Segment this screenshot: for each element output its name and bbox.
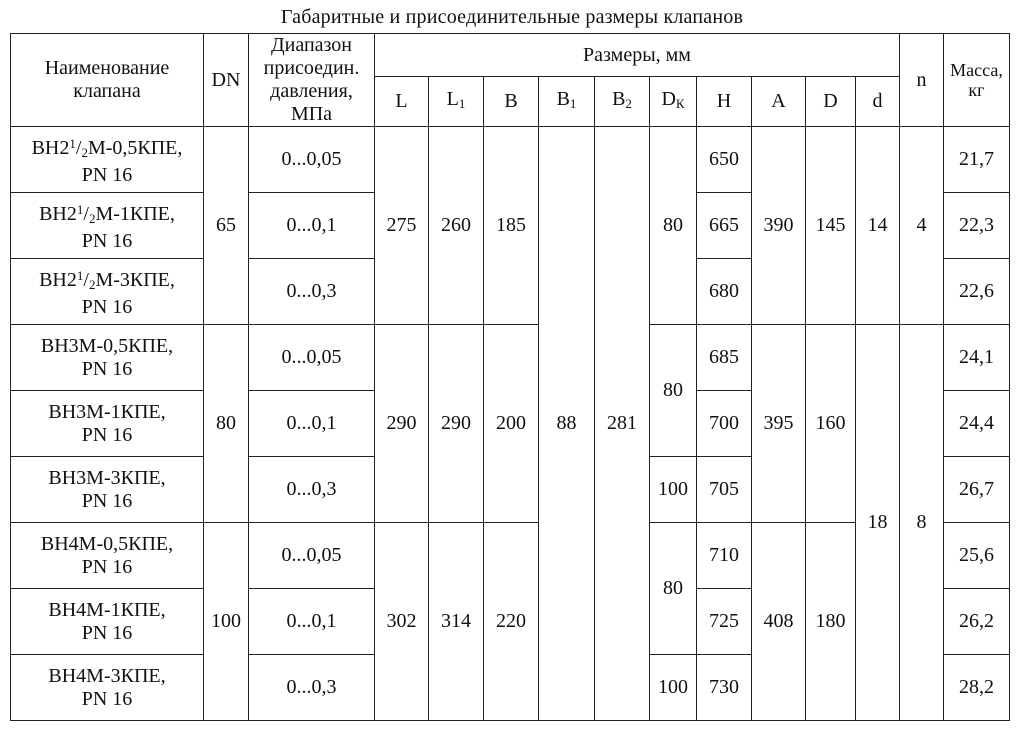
valve-name: ВН4М-1КПЕ, PN 16 [11, 589, 204, 655]
valve-name: $ВН2^1/_2М-1КПЕ$, PN 16 [11, 193, 204, 259]
header-D: D [806, 77, 856, 127]
B-cell: 220 [484, 523, 539, 721]
header-Dk: $D_К$ [650, 77, 697, 127]
pressure-range: 0...0,05 [249, 325, 375, 391]
header-mass: Масса, кг [944, 34, 1010, 127]
H-cell: 730 [697, 655, 752, 721]
dn-cell: 65 [204, 127, 249, 325]
valve-name: $ВН2^1/_2М-0,5КПЕ$, PN 16 [11, 127, 204, 193]
header-d: d [856, 77, 900, 127]
mass-cell: 26,2 [944, 589, 1010, 655]
H-cell: 680 [697, 259, 752, 325]
table-title: Габаритные и присоединительные размеры клапанов [280, 6, 744, 28]
dimensions-table [10, 33, 1010, 721]
dn-cell: 100 [204, 523, 249, 721]
header-B2: $B_2$ [595, 77, 650, 127]
Dk-cell: 100 [650, 457, 697, 523]
mass-cell: 28,2 [944, 655, 1010, 721]
n-cell: 4 [900, 127, 944, 325]
pressure-range: 0...0,3 [249, 655, 375, 721]
dn-cell: 80 [204, 325, 249, 523]
mass-cell: 25,6 [944, 523, 1010, 589]
B-cell: 200 [484, 325, 539, 523]
header-L: L [375, 77, 429, 127]
header-B: B [484, 77, 539, 127]
Dk-cell: 80 [650, 325, 697, 457]
header-pressure-range: Диапазон присоедин. давления, МПа [249, 34, 375, 127]
Dk-cell: 100 [650, 655, 697, 721]
B1-cell: 88 [539, 127, 595, 721]
H-cell: 685 [697, 325, 752, 391]
mass-cell: 26,7 [944, 457, 1010, 523]
B2-cell: 281 [595, 127, 650, 721]
pressure-range: 0...0,05 [249, 523, 375, 589]
pressure-range: 0...0,3 [249, 259, 375, 325]
H-cell: 725 [697, 589, 752, 655]
header-H: H [697, 77, 752, 127]
H-cell: 710 [697, 523, 752, 589]
valve-name: ВН3М-1КПЕ, PN 16 [11, 391, 204, 457]
d-cell: 18 [856, 325, 900, 721]
valve-name: ВН4М-0,5КПЕ, PN 16 [11, 523, 204, 589]
L1-cell: 290 [429, 325, 484, 523]
header-sizes: Размеры, мм [375, 34, 900, 77]
header-n: n [900, 34, 944, 127]
pressure-range: 0...0,3 [249, 457, 375, 523]
valve-name: $ВН2^1/_2М-3КПЕ$, PN 16 [11, 259, 204, 325]
D-cell: 160 [806, 325, 856, 523]
B-cell: 185 [484, 127, 539, 325]
L1-cell: 260 [429, 127, 484, 325]
mass-cell: 22,3 [944, 193, 1010, 259]
D-cell: 145 [806, 127, 856, 325]
valve-name: ВН3М-3КПЕ, PN 16 [11, 457, 204, 523]
mass-cell: 24,4 [944, 391, 1010, 457]
H-cell: 705 [697, 457, 752, 523]
H-cell: 700 [697, 391, 752, 457]
header-B1: $B_1$ [539, 77, 595, 127]
header-name: Наименование клапана [11, 34, 204, 127]
pressure-range: 0...0,1 [249, 391, 375, 457]
D-cell: 180 [806, 523, 856, 721]
d-cell: 14 [856, 127, 900, 325]
pressure-range: 0...0,05 [249, 127, 375, 193]
L-cell: 290 [375, 325, 429, 523]
Dk-cell: 80 [650, 523, 697, 655]
Dk-cell: 80 [650, 127, 697, 325]
L-cell: 302 [375, 523, 429, 721]
valve-name: ВН3М-0,5КПЕ, PN 16 [11, 325, 204, 391]
header-dn: DN [204, 34, 249, 127]
pressure-range: 0...0,1 [249, 193, 375, 259]
header-A: A [752, 77, 806, 127]
A-cell: 408 [752, 523, 806, 721]
H-cell: 665 [697, 193, 752, 259]
header-L1: $L_1$ [429, 77, 484, 127]
mass-cell: 24,1 [944, 325, 1010, 391]
n-cell: 8 [900, 325, 944, 721]
A-cell: 390 [752, 127, 806, 325]
L-cell: 275 [375, 127, 429, 325]
L1-cell: 314 [429, 523, 484, 721]
H-cell: 650 [697, 127, 752, 193]
valve-name: ВН4М-3КПЕ, PN 16 [11, 655, 204, 721]
pressure-range: 0...0,1 [249, 589, 375, 655]
mass-cell: 22,6 [944, 259, 1010, 325]
mass-cell: 21,7 [944, 127, 1010, 193]
A-cell: 395 [752, 325, 806, 523]
